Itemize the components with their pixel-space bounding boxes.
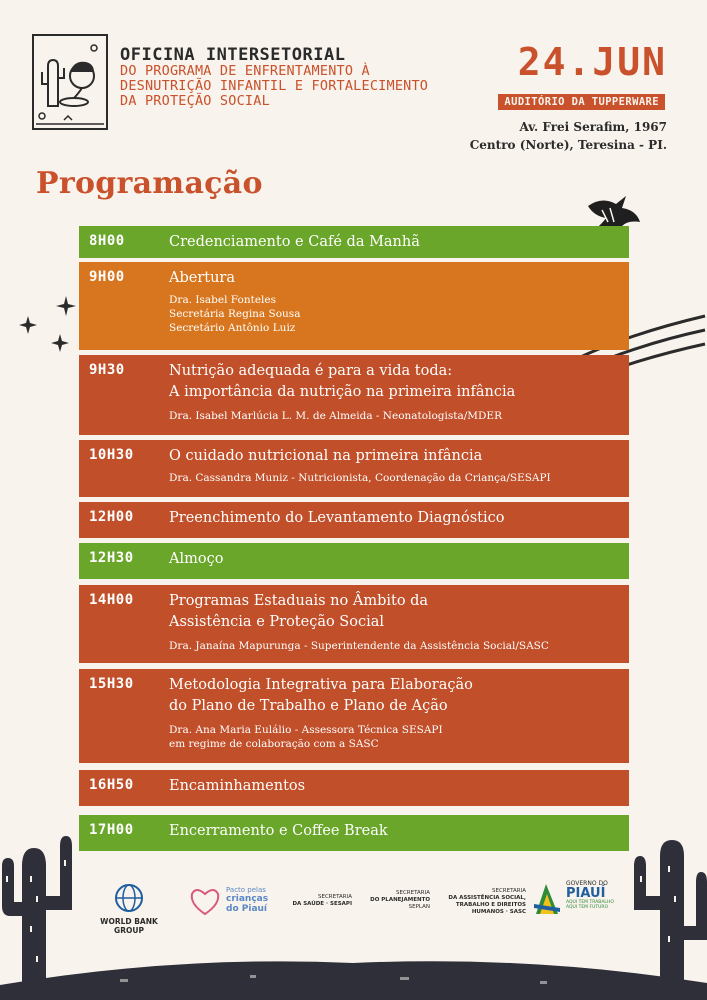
seplan-line3: SEPLAN	[408, 904, 430, 910]
schedule-time: 12H00	[89, 509, 134, 525]
schedule-title: Encaminhamentos	[169, 778, 306, 794]
schedule-title: Nutrição adequada é para a vida toda:	[169, 363, 453, 379]
schedule-title: Assistência e Proteção Social	[169, 614, 385, 630]
footer-ground-band	[0, 955, 707, 1000]
seplan-line2: DO PLANEJAMENTO	[370, 897, 430, 903]
schedule-row-1530	[79, 669, 629, 763]
speaker: Dra. Isabel Marlúcia L. M. de Almeida - Neonatologista/MDER	[169, 410, 503, 422]
schedule-row-1030	[79, 440, 629, 497]
schedule-time: 8H00	[89, 233, 125, 249]
schedule-row-0800	[79, 226, 629, 258]
schedule-row-1200	[79, 502, 629, 538]
schedule-title: Programas Estaduais no Âmbito da	[169, 593, 429, 609]
pacto-criancas-logo	[188, 886, 284, 914]
sasc-line4: HUMANOS · SASC	[471, 909, 526, 915]
sasc-line3: TRABALHO E DIREITOS	[455, 902, 526, 908]
schedule-row-1650	[79, 770, 629, 806]
event-title-line3: DESNUTRIÇÃO INFANTIL E FORTALECIMENTO	[120, 78, 429, 94]
governo-piaui-logo	[532, 880, 622, 910]
event-title-line1: OFICINA INTERSETORIAL	[120, 45, 346, 65]
pacto-line2: crianças	[226, 894, 269, 904]
speaker: Secretário Antônio Luiz	[169, 322, 296, 334]
globe-icon	[114, 883, 144, 913]
schedule-time: 15H30	[89, 676, 134, 692]
gov-line1: GOVERNO DO	[566, 880, 608, 887]
schedule-title: Credenciamento e Café da Manhã	[169, 234, 420, 250]
event-date: 24.JUN	[517, 40, 667, 84]
venue-badge: AUDITÓRIO DA TUPPERWARE	[498, 94, 665, 110]
schedule-row-0930	[79, 355, 629, 435]
sesapi-logo	[284, 894, 352, 908]
seplan-logo	[362, 890, 430, 911]
gov-line4: AQUI TEM FUTURO	[566, 905, 609, 910]
schedule-row-0900	[79, 262, 629, 350]
speaker: Dra. Cassandra Muniz - Nutricionista, Coordenação da Criança/SESAPI	[169, 472, 551, 484]
address-line1: Av. Frei Serafim, 1967	[519, 120, 667, 134]
schedule-title: Preenchimento do Levantamento Diagnóstico	[169, 510, 505, 526]
schedule-title: O cuidado nutricional na primeira infância	[169, 448, 483, 464]
schedule-time: 14H00	[89, 592, 134, 608]
address-line2: Centro (Norte), Teresina - PI.	[469, 138, 667, 152]
schedule-title: Abertura	[169, 270, 236, 286]
sasc-line1: SECRETARIA	[491, 888, 526, 894]
event-title-line2: DO PROGRAMA DE ENFRENTAMENTO À	[120, 63, 370, 79]
event-title	[120, 46, 450, 109]
world-bank-logo	[84, 883, 174, 935]
gov-line2: PIAUÍ	[566, 886, 606, 901]
venue-address	[470, 118, 667, 154]
sesapi-line1: SECRETARIA	[317, 894, 352, 900]
schedule-time: 9H00	[89, 269, 125, 285]
schedule-time: 12H30	[89, 550, 134, 566]
schedule-row-1230	[79, 543, 629, 579]
gov-line3: AQUI TEM TRABALHO	[566, 900, 614, 905]
section-title: Programação	[36, 166, 263, 201]
pacto-line3: do Piauí	[226, 904, 268, 914]
event-title-line4: DA PROTEÇÃO SOCIAL	[120, 93, 270, 109]
piaui-flag-icon	[532, 880, 562, 916]
schedule-time: 17H00	[89, 822, 134, 838]
speaker: Dra. Ana Maria Eulálio - Assessora Técnica SESAPI	[169, 724, 443, 736]
speaker: Dra. Janaína Mapurunga - Superintendente da Assistência Social/SASC	[169, 640, 549, 652]
speaker: Dra. Isabel Fonteles	[169, 294, 276, 306]
child-cactus-illustration	[34, 36, 106, 128]
schedule-row-1400	[79, 585, 629, 663]
sasc-logo	[438, 888, 526, 916]
schedule-row-1700	[79, 815, 629, 851]
world-bank-label: WORLD BANK GROUP	[100, 917, 158, 935]
schedule-title: A importância da nutrição na primeira infância	[169, 384, 516, 400]
pacto-line1: Pacto pelas	[226, 886, 266, 894]
schedule-title: Metodologia Integrativa para Elaboração	[169, 677, 473, 693]
schedule-title: Encerramento e Coffee Break	[169, 823, 388, 839]
schedule-time: 10H30	[89, 447, 134, 463]
seplan-line1: SECRETARIA	[395, 890, 430, 896]
heart-icon	[188, 886, 222, 916]
schedule-title: Almoço	[169, 551, 224, 567]
sasc-line2: DA ASSISTÊNCIA SOCIAL,	[448, 895, 526, 901]
schedule-time: 16H50	[89, 777, 134, 793]
speaker: Secretária Regina Sousa	[169, 308, 301, 320]
event-logo	[32, 34, 108, 130]
schedule-title: do Plano de Trabalho e Plano de Ação	[169, 698, 448, 714]
schedule-time: 9H30	[89, 362, 125, 378]
speaker: em regime de colaboração com a SASC	[169, 738, 379, 750]
sesapi-line2: DA SAÚDE · SESAPI	[292, 901, 352, 907]
